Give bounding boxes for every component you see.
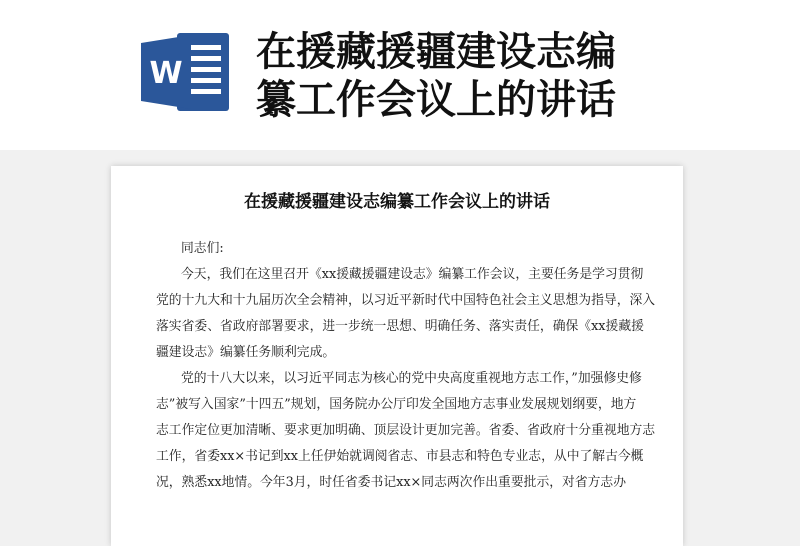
salutation: 同志们: xyxy=(181,241,224,256)
document-body xyxy=(156,236,656,496)
text-line: 今天，我们在这里召开《xx援藏援疆建设志》编纂工作会议，主要任务是学习贯彻 xyxy=(181,267,644,282)
word-document-icon xyxy=(139,31,231,113)
banner-title xyxy=(256,28,686,124)
text-line: 志工作定位更加清晰、要求更加明确、顶层设计更加完善。省委、省政府十分重视地方志 xyxy=(156,423,656,438)
document-page xyxy=(111,166,683,546)
text-line: 党的十八大以来，以习近平同志为核心的党中央高度重视地方志工作，”加强修史修 xyxy=(181,371,642,386)
text-line: 党的十九大和十九届历次全会精神，以习近平新时代中国特色社会主义思想为指导，深入 xyxy=(156,293,656,308)
text-line: 疆建设志》编纂任务顺利完成。 xyxy=(156,345,336,360)
paragraph-1 xyxy=(156,262,656,366)
text-line: 况，熟悉xx地情。今年3月，时任省委书记xx×同志两次作出重要批示，对省方志办 xyxy=(156,475,627,490)
word-letter-icon: W xyxy=(149,56,183,91)
text-line: 落实省委、省政府部署要求，进一步统一思想、明确任务、落实责任，确保《xx援藏援 xyxy=(156,319,644,334)
paragraph-2 xyxy=(156,366,656,496)
document-title: 在援藏援疆建设志编纂工作会议上的讲话 xyxy=(244,192,550,212)
header-banner xyxy=(0,0,800,150)
banner-title-line-2: 纂工作会议上的讲话 xyxy=(256,77,616,123)
banner-title-line-1: 在援藏援疆建设志编 xyxy=(256,29,616,75)
text-line: 志”被写入国家”十四五”规划，国务院办公厅印发全国地方志事业发展规划纲要，地方 xyxy=(156,397,637,412)
text-line: 工作，省委xx×书记到xx上任伊始就调阅省志、市县志和特色专业志，从中了解古今概 xyxy=(156,449,644,464)
